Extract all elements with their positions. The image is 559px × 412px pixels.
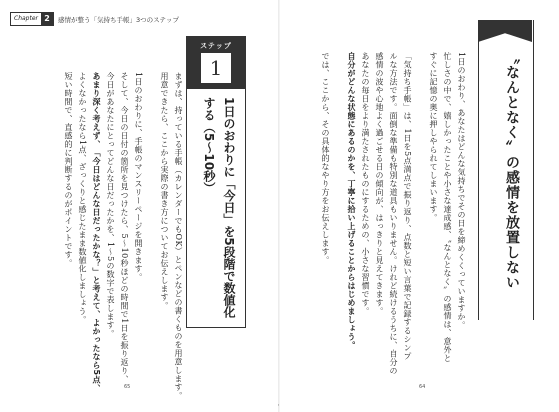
step-title: 1日のおわりに「今日」を5段階で数値化する（5〜10秒） (202, 97, 236, 318)
chapter-word: Chapter (14, 15, 38, 22)
chapter-badge (10, 12, 54, 26)
right-body-line: では、ここから、その具体的なやり方をお伝えします。 (321, 52, 330, 265)
step-header (187, 37, 245, 89)
crop-mark: ・ (276, 403, 282, 409)
left-body-line: よくなかったなら1点、ざっくりと感じたまま数値化しましょう。 (78, 72, 87, 325)
right-body-line: あなたの毎日をより満たされたものにするための、小さな習慣です。 (361, 52, 370, 316)
right-body-line: 忙しさの中で、嬉しかったことや小さな達成感、〝なんとなく〟の感情は、意外と (443, 52, 452, 363)
left-body-line: 今日があなたにとってどんな日だったかを、1〜5の数字で表します。 (106, 72, 115, 339)
left-body-line-emphasis: あまり深く考えず、「今日はどんな日だったかな？」と考えて、よかったなら5点、 (92, 72, 101, 393)
step-number: 1 (201, 53, 231, 83)
section-heading: 〝なんとなく〟の感情を放置しない (504, 50, 520, 290)
chapter-number: 2 (41, 13, 53, 25)
page-number-right: 64 (419, 384, 426, 390)
right-body-line-emphasis: 自分がどんな状態にあるのかを、丁寧に拾い上げることからはじめましょう。 (347, 52, 356, 350)
right-body-line: 感情の波や心地よく過ごせる日の傾向が、はっきりと見えてきます。 (375, 52, 384, 316)
right-body-line: 「気持ち手帳」は、1日を5点満点で振り返り、点数と短い言葉で記録するシンプ (403, 52, 412, 361)
left-body-line: 短い時間で、直感的に判断するのがポイントです。 (64, 72, 73, 268)
left-body-line: 用意できたら、ここから実際の書き方についてお伝えします。 (160, 72, 169, 310)
step-box (186, 36, 246, 328)
section-heading-banner (478, 20, 534, 320)
step-label: ステップ (200, 42, 232, 50)
chapter-header (10, 12, 179, 26)
left-body-line: そして、今日の日付の箇所を見つけたら、5〜10秒ほどの時間で1日を振り返り、 (120, 72, 129, 384)
page-number-left: 65 (124, 384, 131, 390)
right-body-line: すぐに記憶の奥に押しやられてしまいます。 (429, 52, 438, 222)
right-body-line: ルな方法です。面倒な準備も特別な道具もいりません。けれど続けるうちに、自分の (389, 52, 398, 375)
chapter-title: 感情が整う「気持ち手帳」3つのステップ (58, 15, 180, 24)
left-body-line: まずは、持っている手帳（カレンダーでもOK）とペンなどの書くものを用意します。 (174, 72, 183, 401)
left-body-line: 1日のおわりに、手帳のマンスリーページを開きます。 (134, 72, 143, 282)
right-body-line: 1日のおわり、あなたはどんな気持ちでその日を締めくくっていますか。 (457, 52, 466, 330)
